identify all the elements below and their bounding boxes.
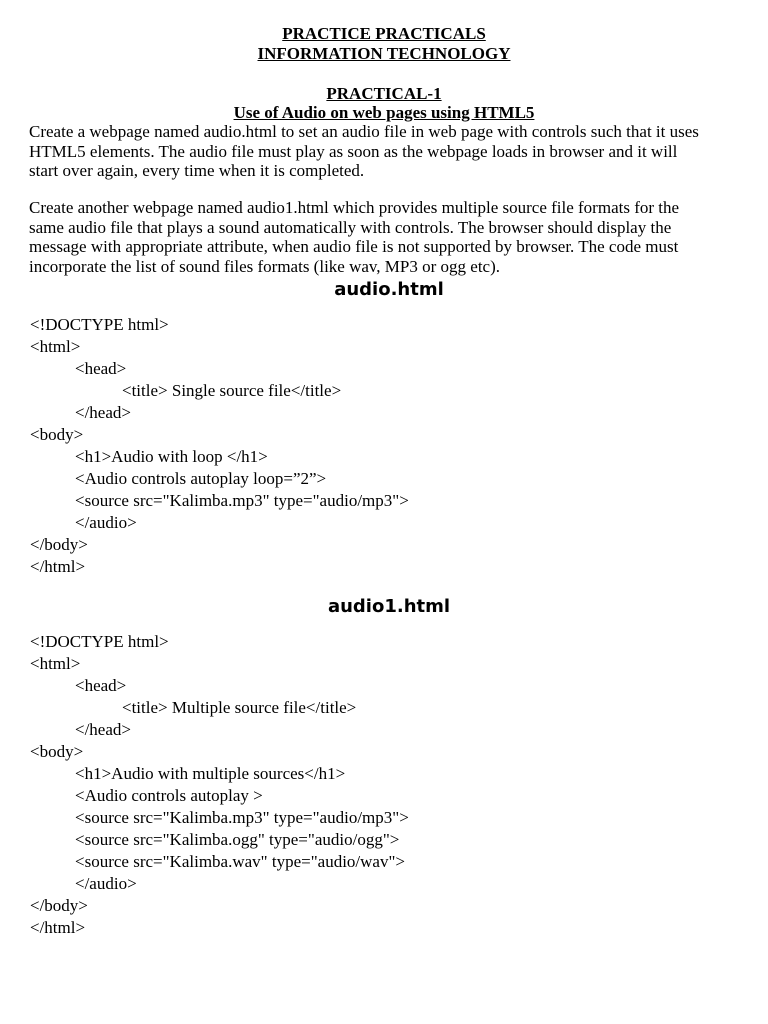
code-line: <source src="Kalimba.ogg" type="audio/ogg">	[75, 830, 400, 849]
instruction-paragraph-2	[29, 198, 749, 276]
code-line: <html>	[30, 337, 81, 356]
code-line: <head>	[75, 676, 127, 695]
doc-subject: INFORMATION TECHNOLOGY	[257, 44, 511, 63]
code-line: <head>	[75, 359, 127, 378]
code-line: <body>	[30, 425, 84, 444]
paragraph-line: incorporate the list of sound files formats (like wav, MP3 or ogg etc).	[29, 256, 501, 276]
code-line: <Audio controls autoplay >	[75, 786, 263, 805]
code-section-title-audio1: audio1.html	[327, 596, 451, 617]
code-line: <h1>Audio with multiple sources</h1>	[75, 764, 346, 783]
code-line: <source src="Kalimba.wav" type="audio/wav">	[75, 852, 405, 871]
paragraph-line: HTML5 elements. The audio file must play as soon as the webpage loads in browser and it will	[29, 141, 678, 161]
code-line: </audio>	[75, 513, 137, 532]
code-line: </head>	[75, 720, 131, 739]
code-line: <title> Single source file</title>	[122, 381, 342, 400]
practical-subtitle: Use of Audio on web pages using HTML5	[233, 103, 535, 122]
code-line: <source src="Kalimba.mp3" type="audio/mp3">	[75, 808, 409, 827]
code-line: <!DOCTYPE html>	[30, 315, 169, 334]
paragraph-line: Create another webpage named audio1.html which provides multiple source file formats for the	[29, 198, 680, 217]
code-line: <source src="Kalimba.mp3" type="audio/mp3">	[75, 491, 409, 510]
code-line: <h1>Audio with loop </h1>	[75, 447, 268, 466]
paragraph-line: Create a webpage named audio.html to set an audio file in web page with controls such that it uses	[29, 122, 699, 141]
code-line: <html>	[30, 654, 81, 673]
paragraph-line: message with appropriate attribute, when audio file is not supported by browser. The code must	[29, 237, 679, 256]
code-line: </audio>	[75, 874, 137, 893]
code-line: </head>	[75, 403, 131, 422]
practical-number: PRACTICAL-1	[326, 84, 442, 103]
code-line: <Audio controls autoplay loop=”2”>	[75, 469, 327, 488]
paragraph-line: start over again, every time when it is completed.	[29, 161, 365, 180]
paragraph-line: same audio file that plays a sound automatically with controls. The browser should display the	[29, 217, 672, 237]
code-line: </html>	[30, 918, 86, 937]
doc-title: PRACTICE PRACTICALS	[282, 24, 486, 43]
code-line: <body>	[30, 742, 84, 761]
code-section-title-audio: audio.html	[334, 279, 444, 300]
code-line: </body>	[30, 535, 88, 554]
code-line: <title> Multiple source file</title>	[122, 698, 357, 717]
code-line: </html>	[30, 557, 86, 576]
code-line: </body>	[30, 896, 88, 915]
instruction-paragraph-1	[29, 122, 749, 181]
code-line: <!DOCTYPE html>	[30, 632, 169, 651]
